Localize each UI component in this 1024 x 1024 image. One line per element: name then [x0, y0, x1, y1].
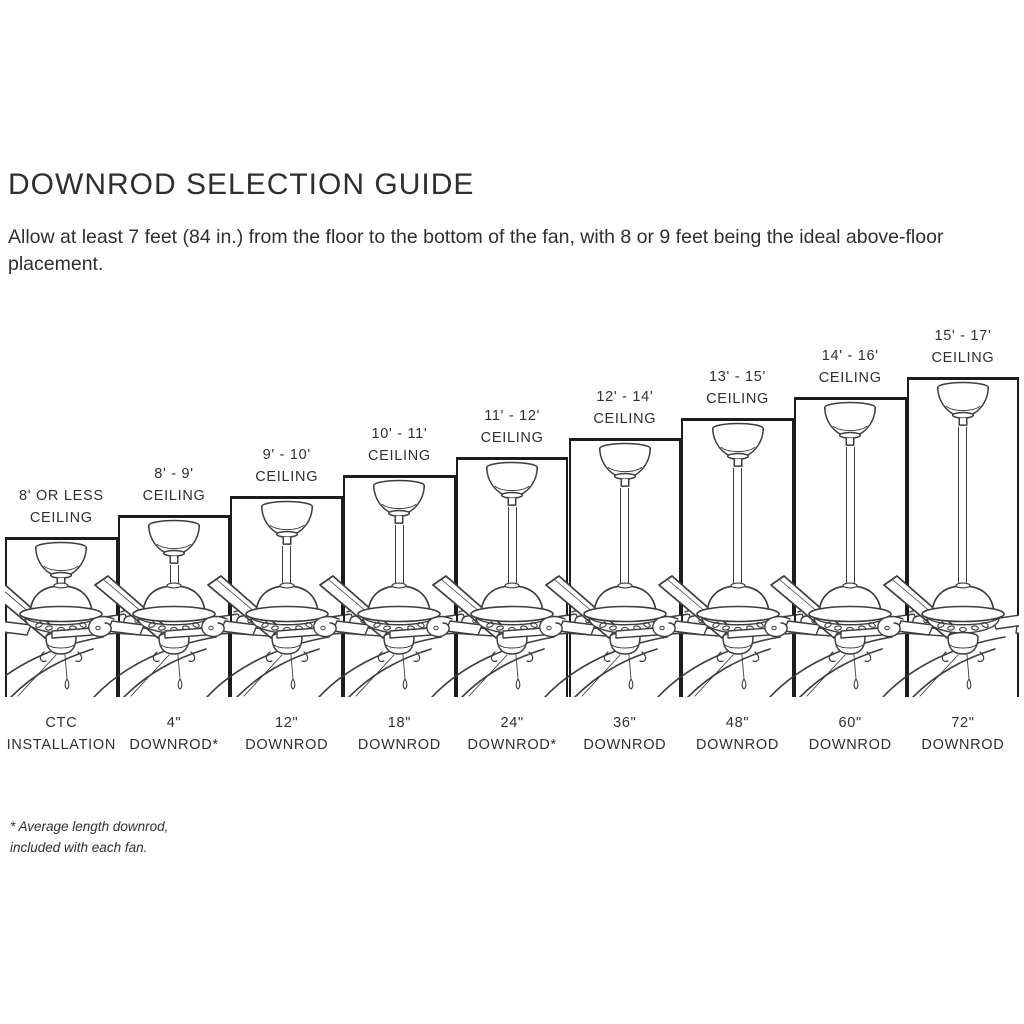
downrod-word-text: DOWNROD [696, 737, 780, 753]
downrod-word-text: DOWNROD [245, 737, 329, 753]
ceiling-word-text: CEILING [480, 430, 544, 446]
downrod-size-text: 12" [275, 715, 299, 731]
ceiling-word-text: CEILING [706, 391, 769, 407]
canopy-mount-icon [257, 500, 317, 547]
ceiling-word-text: CEILING [367, 448, 431, 464]
ceiling-range-text: 8' OR LESS [18, 488, 104, 504]
guide-instructions: Allow at least 7 feet (84 in.) from the floor to the bottom of the fan, with 8 or 9 feet being the ideal above-floor placement. [8, 226, 944, 275]
downrod-word-text: DOWNROD [808, 737, 892, 753]
ceiling-word-text: CEILING [593, 411, 657, 427]
ceiling-word-text: CEILING [931, 350, 995, 366]
downrod-word-text: DOWNROD [357, 737, 441, 753]
canopy-mount-icon [708, 422, 768, 469]
downrod-size-label [907, 712, 1020, 756]
downrod-size-label [681, 712, 794, 756]
downrod-size-label [569, 712, 682, 756]
downrod-size-label [230, 712, 343, 756]
downrod-size-text: 18" [387, 715, 412, 731]
downrod-graphic [958, 427, 967, 587]
downrod-size-label [118, 712, 231, 756]
downrod-size-text: 4" [166, 715, 182, 731]
canopy-mount-icon [820, 401, 880, 448]
canopy-mount-icon [933, 381, 993, 428]
page-title: DOWNROD SELECTION GUIDE [8, 168, 475, 201]
downrod-size-text: 48" [725, 715, 750, 731]
downrod-graphic [846, 447, 855, 587]
footnote-line-2: included with each fan. [10, 840, 148, 855]
downrod-word-text: DOWNROD* [129, 737, 219, 753]
downrod-word-text: DOWNROD* [467, 737, 557, 753]
downrod-size-label [456, 712, 569, 756]
staircase-diagram [5, 330, 1019, 697]
downrod-size-label [343, 712, 456, 756]
canopy-mount-icon [595, 442, 655, 489]
ceiling-range-text: 10' - 11' [371, 426, 428, 442]
ceiling-range-text: 14' - 16' [821, 348, 879, 364]
downrod-size-text: 72" [951, 715, 975, 731]
downrod-size-label [5, 712, 118, 756]
ceiling-range-text: 9' - 10' [262, 447, 311, 463]
footnote-line-1: * Average length downrod, [10, 819, 169, 834]
ceiling-word-text: CEILING [29, 510, 93, 526]
ceiling-range-text: 15' - 17' [934, 328, 992, 344]
downrod-size-text: 60" [838, 715, 862, 731]
downrod-size-text: 24" [500, 715, 524, 731]
ceiling-word-text: CEILING [818, 370, 882, 386]
ceiling-range-text: 12' - 14' [596, 389, 654, 405]
downrod-size-text: 36" [613, 715, 637, 731]
ceiling-range-text: 11' - 12' [484, 408, 541, 424]
canopy-mount-icon [369, 479, 429, 526]
fan-panel [907, 377, 1019, 697]
downrod-word-text: DOWNROD [921, 737, 1005, 753]
ceiling-range-text: 13' - 15' [709, 369, 767, 385]
ceiling-word-text: CEILING [142, 488, 206, 504]
ceiling-word-text: CEILING [255, 469, 319, 485]
downrod-word-text: INSTALLATION [6, 737, 117, 753]
footnote [10, 816, 168, 858]
downrod-size-text: CTC [45, 715, 78, 731]
canopy-mount-icon [144, 519, 204, 566]
downrod-size-label [794, 712, 907, 756]
ceiling-range-text: 8' - 9' [154, 466, 194, 482]
ceiling-fan-icon [863, 569, 1019, 697]
canopy-mount-icon [482, 461, 542, 508]
downrod-word-text: DOWNROD [583, 737, 667, 753]
